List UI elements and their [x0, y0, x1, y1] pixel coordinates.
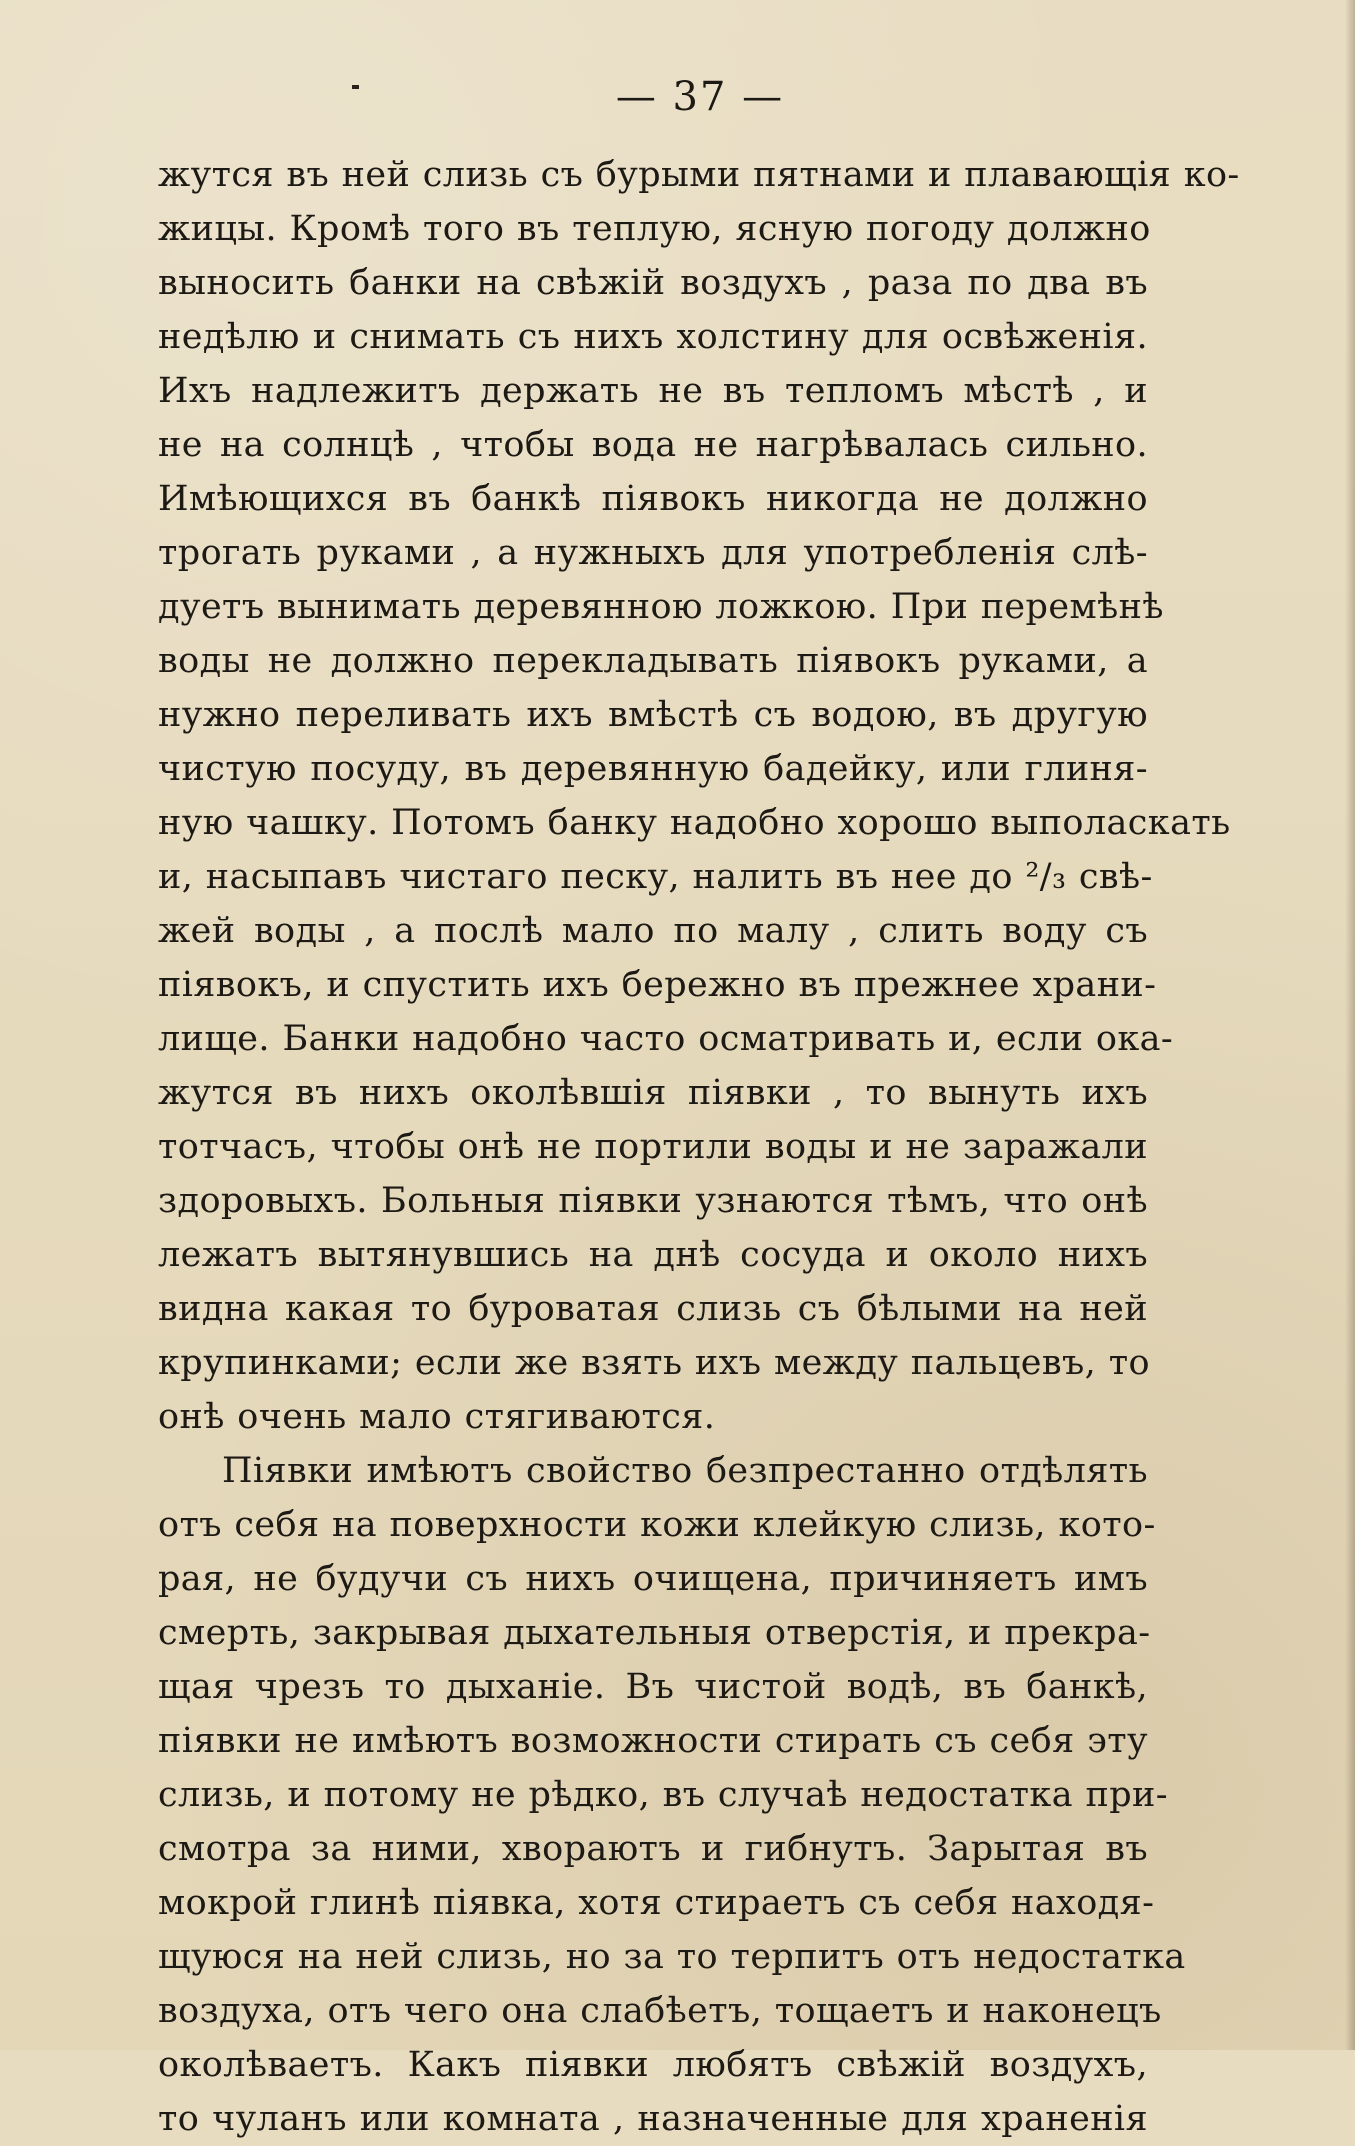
- text-line: не на солнцѣ , чтобы вода не нагрѣвалась сильно.: [158, 425, 1148, 465]
- text-line: Ихъ надлежитъ держать не въ тепломъ мѣстѣ , и: [158, 371, 1148, 411]
- text-line: жицы. Кромѣ того въ теплую, ясную погоду должно: [158, 209, 1151, 249]
- text-line: рая, не будучи съ нихъ очищена, причиняетъ имъ: [158, 1559, 1148, 1599]
- text-line: видна какая то буроватая слизь съ бѣлыми на ней: [158, 1289, 1148, 1329]
- text-line: жутся въ ней слизь съ бурыми пятнами и плавающія ко-: [158, 155, 1240, 195]
- text-line: здоровыхъ. Больныя піявки узнаются тѣмъ, что онѣ: [158, 1181, 1148, 1221]
- text-line: піявокъ, и спустить ихъ бережно въ прежнее храни-: [158, 965, 1157, 1005]
- text-line: тотчасъ, чтобы онѣ не портили воды и не заражали: [158, 1127, 1148, 1167]
- text-line: недѣлю и снимать съ нихъ холстину для освѣженія.: [158, 317, 1148, 357]
- text-line: трогать руками , а нужныхъ для употребленія слѣ-: [158, 533, 1148, 573]
- text-line: выносить банки на свѣжій воздухъ , раза по два въ: [158, 263, 1148, 303]
- text-line: то чуланъ или комната , назначенные для храненія: [158, 2099, 1148, 2139]
- text-line: щая чрезъ то дыханіе. Въ чистой водѣ, въ банкѣ,: [158, 1667, 1148, 1707]
- text-line: лежатъ вытянувшись на днѣ сосуда и около нихъ: [158, 1235, 1148, 1275]
- text-line: слизь, и потому не рѣдко, въ случаѣ недостатка при-: [158, 1775, 1168, 1815]
- text-line: Піявки имѣютъ свойство безпрестанно отдѣлять: [222, 1451, 1148, 1491]
- text-line: онѣ очень мало стягиваются.: [158, 1397, 716, 1437]
- text-line: жей воды , а послѣ мало по малу , слить воду съ: [158, 911, 1148, 951]
- text-line: околѣваетъ. Какъ піявки любятъ свѣжій воздухъ,: [158, 2045, 1148, 2085]
- text-line: щуюся на ней слизь, но за то терпитъ отъ недостатка: [158, 1937, 1186, 1977]
- text-line: крупинками; если же взять ихъ между пальцевъ, то: [158, 1343, 1150, 1383]
- text-line: и, насыпавъ чистаго песку, налить въ нее до ²/₃ свѣ-: [158, 857, 1153, 897]
- text-line: смотра за ними, хвораютъ и гибнутъ. Зарытая въ: [158, 1829, 1148, 1869]
- text-line: чистую посуду, въ деревянную бадейку, или глиня-: [158, 749, 1148, 789]
- text-line: ную чашку. Потомъ банку надобно хорошо выполаскать: [158, 803, 1231, 843]
- body-text: [158, 148, 1240, 2146]
- text-line: мокрой глинѣ піявка, хотя стираетъ съ себя находя-: [158, 1883, 1155, 1923]
- text-line: смерть, закрывая дыхательныя отверстія, и прекра-: [158, 1613, 1151, 1653]
- text-line: піявки не имѣютъ возможности стирать съ себя эту: [158, 1721, 1148, 1761]
- text-line: отъ себя на поверхности кожи клейкую слизь, кото-: [158, 1505, 1156, 1545]
- text-line: нужно переливать ихъ вмѣстѣ съ водою, въ другую: [158, 695, 1148, 735]
- text-line: лище. Банки надобно часто осматривать и, если ока-: [158, 1019, 1174, 1059]
- text-line: воздуха, отъ чего она слабѣетъ, тощаетъ и наконецъ: [158, 1991, 1162, 2031]
- text-line: воды не должно перекладывать піявокъ руками, а: [158, 641, 1148, 681]
- text-line: жутся въ нихъ околѣвшія піявки , то вынуть ихъ: [158, 1073, 1148, 1113]
- text-line: дуетъ вынимать деревянною ложкою. При перемѣнѣ: [158, 587, 1164, 627]
- text-line: Имѣющихся въ банкѣ піявокъ никогда не должно: [158, 479, 1148, 519]
- page-edge-shadow: [1345, 0, 1355, 2050]
- page-number: — 37 —: [615, 74, 785, 120]
